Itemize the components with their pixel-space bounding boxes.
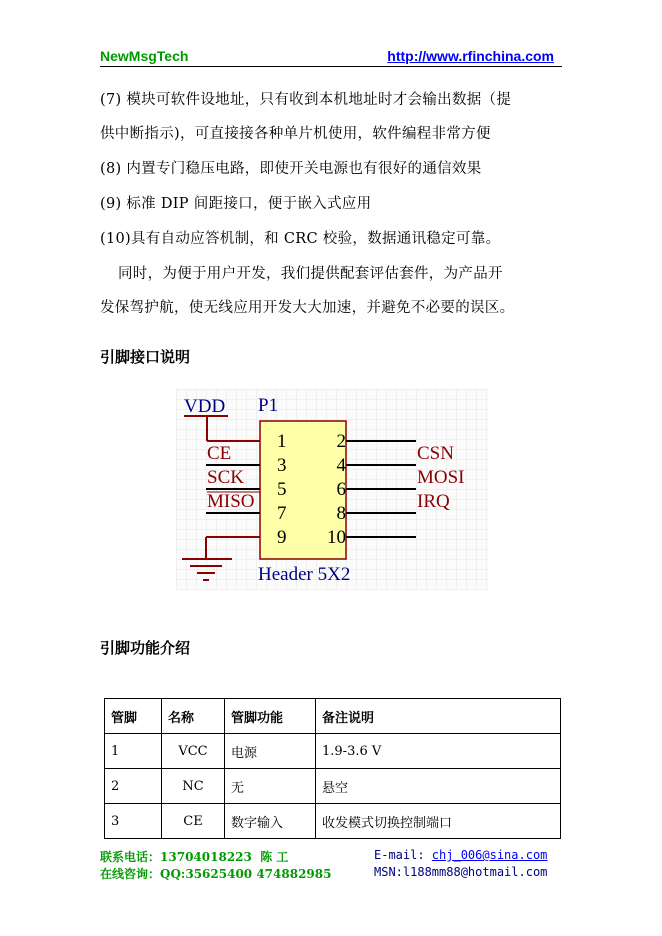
page-header — [100, 46, 562, 67]
pin-header-schematic — [176, 389, 488, 590]
table-header-row — [105, 699, 561, 734]
footer-qq — [100, 865, 331, 882]
table-row — [105, 734, 561, 769]
signal-label-sck: SCK — [207, 467, 244, 488]
signal-label-mosi: MOSI — [417, 467, 465, 488]
cell-name: CE — [162, 804, 225, 839]
cell-function: 电源 — [225, 734, 316, 769]
signal-label-ce: CE — [207, 443, 232, 464]
signal-label-irq: IRQ — [417, 491, 450, 512]
footer-msn: MSN:l188mm88@hotmail.com — [374, 865, 548, 879]
feature-10: (10)具有自动应答机制，和 CRC 校验，数据通讯稳定可靠。 — [100, 231, 501, 247]
brand-name: NewMsgTech — [100, 48, 189, 64]
pin-number-4: 4 — [336, 455, 346, 476]
pin-number-1: 1 — [277, 431, 287, 452]
pin-number-6: 6 — [336, 479, 346, 500]
section-title-pin-function: 引脚功能介绍 — [100, 639, 191, 657]
col-header-function: 管脚功能 — [225, 699, 316, 734]
feature-8: (8) 内置专门稳压电路，即使开关电源也有很好的通信效果 — [100, 161, 482, 177]
table-row — [105, 804, 561, 839]
feature-7-line2: 供中断指示)，可直接接各种单片机使用，软件编程非常方便 — [100, 126, 491, 142]
cell-pin: 3 — [105, 804, 162, 839]
pin-number-8: 8 — [336, 503, 346, 524]
section-title-pin-interface: 引脚接口说明 — [100, 348, 191, 366]
cell-name: VCC — [162, 734, 225, 769]
paragraph-line1: 同时，为便于用户开发，我们提供配套评估套件，为产品开 — [118, 266, 503, 282]
footer-email — [374, 848, 547, 862]
feature-7-line1: (7) 模块可软件设地址，只有收到本机地址时才会输出数据（提 — [100, 92, 512, 108]
ref-designator: P1 — [258, 395, 279, 416]
table-row — [105, 769, 561, 804]
paragraph-line2: 发保驾护航，使无线应用开发大大加速，并避免不必要的误区。 — [100, 300, 515, 316]
phone-label: 联系电话： — [100, 850, 161, 864]
pin-number-7: 7 — [277, 503, 287, 524]
footer-phone — [100, 848, 288, 865]
pin-number-10: 10 — [327, 527, 346, 548]
part-name: Header 5X2 — [258, 564, 351, 585]
email-label: E-mail: — [374, 848, 432, 862]
col-header-name: 名称 — [162, 699, 225, 734]
qq-numbers: QQ:35625400 474882985 — [160, 867, 332, 881]
contact-name: 陈 工 — [260, 850, 289, 864]
cell-name: NC — [162, 769, 225, 804]
signal-label-miso: MISO — [207, 491, 255, 512]
cell-pin: 2 — [105, 769, 162, 804]
pin-number-5: 5 — [277, 479, 287, 500]
pin-number-9: 9 — [277, 527, 287, 548]
signal-label-csn: CSN — [417, 443, 454, 464]
pin-number-3: 3 — [277, 455, 287, 476]
cell-note: 收发模式切换控制端口 — [316, 804, 561, 839]
cell-note: 1.9-3.6 V — [316, 734, 561, 769]
col-header-note: 备注说明 — [316, 699, 561, 734]
col-header-pin: 管脚 — [105, 699, 162, 734]
cell-function: 无 — [225, 769, 316, 804]
website-link[interactable]: http://www.rfinchina.com — [387, 48, 554, 64]
phone-number: 13704018223 — [160, 850, 252, 864]
email-link[interactable]: chj_006@sina.com — [431, 848, 548, 862]
cell-pin: 1 — [105, 734, 162, 769]
qq-label: 在线咨询： — [100, 867, 161, 881]
cell-function: 数字输入 — [225, 804, 316, 839]
pin-function-table — [104, 698, 561, 839]
cell-note: 悬空 — [316, 769, 561, 804]
feature-9: (9) 标准 DIP 间距接口，便于嵌入式应用 — [100, 196, 372, 212]
pin-number-2: 2 — [336, 431, 346, 452]
vdd-label: VDD — [184, 396, 226, 417]
